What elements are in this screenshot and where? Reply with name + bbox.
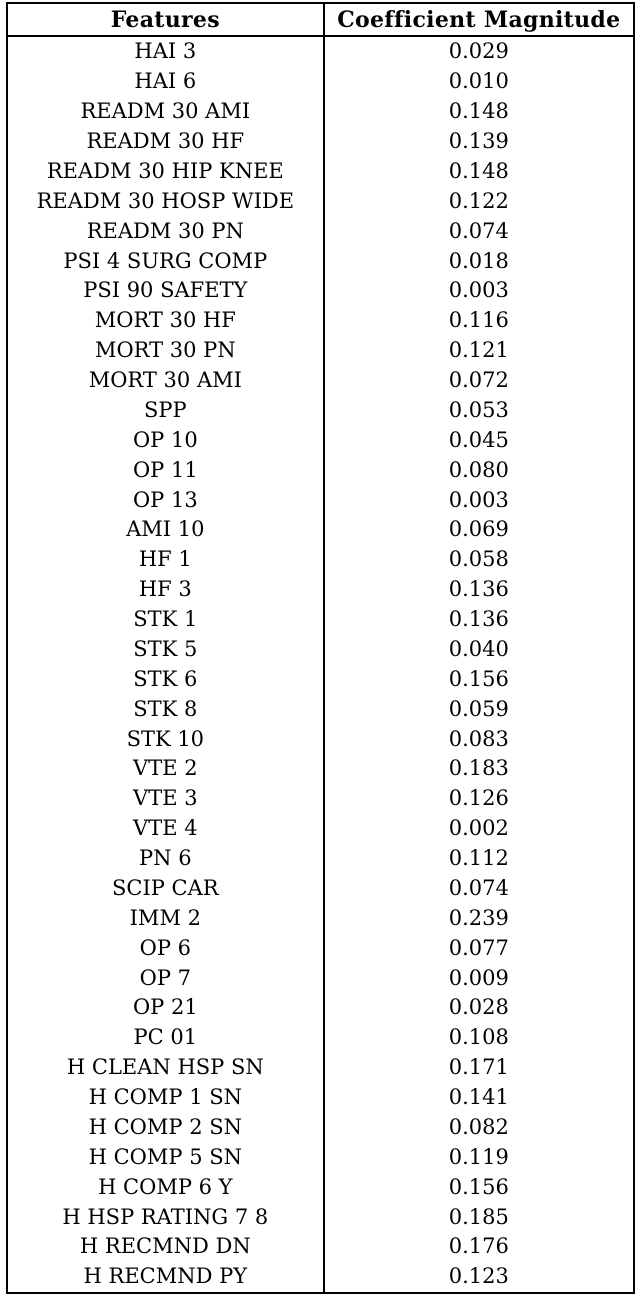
table-body	[7, 36, 634, 1293]
magnitude-cell: 0.176	[448, 1234, 509, 1259]
magnitude-cell: 0.045	[448, 427, 509, 452]
table-row	[7, 515, 634, 545]
magnitude-cell: 0.080	[448, 457, 509, 482]
magnitude-cell: 0.141	[448, 1085, 509, 1110]
feature-cell: H COMP 5 SN	[7, 1142, 324, 1172]
table-row	[7, 1083, 634, 1113]
magnitude-cell: 0.074	[448, 875, 509, 900]
table-row	[7, 963, 634, 993]
table-row	[7, 844, 634, 874]
table-row	[7, 903, 634, 933]
table-row	[7, 276, 634, 306]
coefficient-magnitude-column-header: Coefficient Magnitude	[324, 3, 634, 36]
feature-cell: STK 10	[7, 724, 324, 754]
table-row	[7, 396, 634, 426]
feature-cell: HF 3	[7, 575, 324, 605]
feature-cell: VTE 3	[7, 784, 324, 814]
table-row	[7, 874, 634, 904]
magnitude-cell: 0.053	[448, 397, 509, 422]
feature-cell: STK 5	[7, 635, 324, 665]
table-row	[7, 1232, 634, 1262]
table-row	[7, 336, 634, 366]
magnitude-cell: 0.058	[448, 547, 509, 572]
magnitude-cell: 0.121	[448, 338, 509, 363]
feature-cell: H CLEAN HSP SN	[7, 1053, 324, 1083]
feature-cell: IMM 2	[7, 903, 324, 933]
feature-cell: H COMP 2 SN	[7, 1113, 324, 1143]
feature-cell: HF 1	[7, 545, 324, 575]
table-row	[7, 784, 634, 814]
magnitude-cell: 0.139	[448, 129, 509, 154]
table-row	[7, 1262, 634, 1293]
feature-cell: MORT 30 HF	[7, 306, 324, 336]
features-column-header: Features	[7, 3, 324, 36]
feature-cell: H RECMND DN	[7, 1232, 324, 1262]
feature-cell: HAI 3	[7, 36, 324, 67]
feature-cell: STK 1	[7, 605, 324, 635]
table-row	[7, 1113, 634, 1143]
table-row	[7, 724, 634, 754]
table-row	[7, 425, 634, 455]
table-row	[7, 67, 634, 97]
table-row	[7, 1023, 634, 1053]
feature-cell: STK 6	[7, 664, 324, 694]
magnitude-cell: 0.059	[448, 696, 509, 721]
feature-cell: PSI 90 SAFETY	[7, 276, 324, 306]
table-row	[7, 933, 634, 963]
feature-cell: MORT 30 AMI	[7, 366, 324, 396]
table-row	[7, 216, 634, 246]
magnitude-cell: 0.136	[448, 607, 509, 632]
magnitude-cell: 0.003	[448, 278, 509, 303]
feature-cell: OP 13	[7, 485, 324, 515]
magnitude-cell: 0.148	[448, 158, 509, 183]
table-row	[7, 97, 634, 127]
table-row	[7, 694, 634, 724]
table-row	[7, 366, 634, 396]
feature-cell: READM 30 HOSP WIDE	[7, 186, 324, 216]
magnitude-cell: 0.010	[448, 69, 509, 94]
feature-cell: MORT 30 PN	[7, 336, 324, 366]
table-row	[7, 1202, 634, 1232]
magnitude-cell: 0.009	[448, 965, 509, 990]
feature-cell: STK 8	[7, 694, 324, 724]
table-row	[7, 186, 634, 216]
feature-cell: PC 01	[7, 1023, 324, 1053]
table-row	[7, 485, 634, 515]
feature-cell: VTE 4	[7, 814, 324, 844]
table-row	[7, 127, 634, 157]
magnitude-cell: 0.148	[448, 99, 509, 124]
magnitude-cell: 0.029	[448, 39, 509, 64]
table-row	[7, 1142, 634, 1172]
feature-cell: SCIP CAR	[7, 874, 324, 904]
magnitude-cell: 0.003	[448, 487, 509, 512]
feature-cell: AMI 10	[7, 515, 324, 545]
header-row	[7, 3, 634, 36]
feature-cell: OP 10	[7, 425, 324, 455]
magnitude-cell: 0.136	[448, 577, 509, 602]
feature-cell: HAI 6	[7, 67, 324, 97]
table-row	[7, 635, 634, 665]
feature-cell: H COMP 6 Y	[7, 1172, 324, 1202]
magnitude-cell: 0.077	[448, 935, 509, 960]
magnitude-cell: 0.156	[448, 666, 509, 691]
feature-cell: SPP	[7, 396, 324, 426]
magnitude-cell: 0.116	[448, 308, 509, 333]
table-row	[7, 993, 634, 1023]
feature-cell: H HSP RATING 7 8	[7, 1202, 324, 1232]
magnitude-cell: 0.028	[448, 995, 509, 1020]
table-row	[7, 246, 634, 276]
magnitude-cell: 0.112	[448, 846, 509, 871]
magnitude-cell: 0.171	[448, 1055, 509, 1080]
table-row	[7, 575, 634, 605]
magnitude-cell: 0.002	[448, 816, 509, 841]
magnitude-cell: 0.126	[448, 786, 509, 811]
magnitude-cell: 0.185	[448, 1204, 509, 1229]
table-row	[7, 306, 634, 336]
table-row	[7, 36, 634, 67]
feature-cell: OP 6	[7, 933, 324, 963]
magnitude-cell: 0.123	[448, 1264, 509, 1289]
table-row	[7, 455, 634, 485]
coefficients-table	[6, 2, 635, 1294]
feature-cell: READM 30 HIP KNEE	[7, 157, 324, 187]
magnitude-cell: 0.156	[448, 1174, 509, 1199]
table-row	[7, 157, 634, 187]
magnitude-cell: 0.108	[448, 1025, 509, 1050]
feature-cell: PSI 4 SURG COMP	[7, 246, 324, 276]
magnitude-cell: 0.072	[448, 368, 509, 393]
feature-cell: H COMP 1 SN	[7, 1083, 324, 1113]
magnitude-cell: 0.122	[448, 188, 509, 213]
feature-cell: READM 30 AMI	[7, 97, 324, 127]
table-row	[7, 605, 634, 635]
table-row	[7, 664, 634, 694]
table-row	[7, 1172, 634, 1202]
magnitude-cell: 0.183	[448, 756, 509, 781]
table-row	[7, 1053, 634, 1083]
feature-cell: H RECMND PY	[7, 1262, 324, 1293]
magnitude-cell: 0.074	[448, 218, 509, 243]
table-row	[7, 814, 634, 844]
magnitude-cell: 0.018	[448, 248, 509, 273]
table-row	[7, 754, 634, 784]
feature-cell: OP 7	[7, 963, 324, 993]
feature-cell: PN 6	[7, 844, 324, 874]
magnitude-cell: 0.040	[448, 636, 509, 661]
feature-cell: READM 30 PN	[7, 216, 324, 246]
table-row	[7, 545, 634, 575]
magnitude-cell: 0.083	[448, 726, 509, 751]
feature-cell: OP 11	[7, 455, 324, 485]
magnitude-cell: 0.119	[448, 1144, 509, 1169]
magnitude-cell: 0.239	[448, 905, 509, 930]
magnitude-cell: 0.082	[448, 1114, 509, 1139]
feature-cell: READM 30 HF	[7, 127, 324, 157]
feature-cell: OP 21	[7, 993, 324, 1023]
magnitude-cell: 0.069	[448, 517, 509, 542]
feature-cell: VTE 2	[7, 754, 324, 784]
